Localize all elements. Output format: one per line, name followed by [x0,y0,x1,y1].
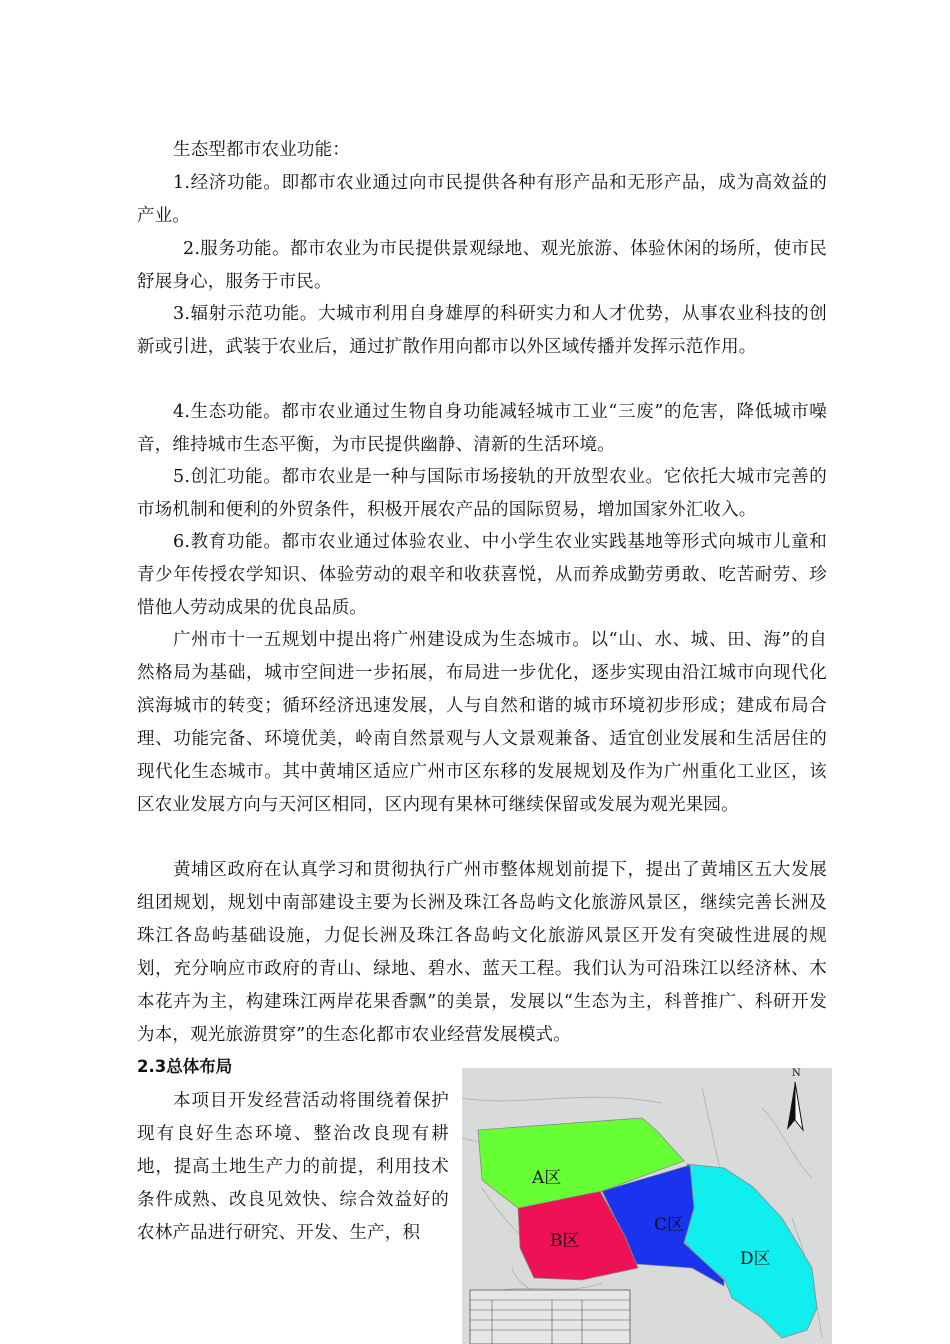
zoning-map [462,1068,832,1344]
title-block [470,1290,630,1344]
zoning-map-drawing [462,1068,832,1344]
paragraph-demonstration: 3.辐射示范功能。大城市利用自身雄厚的科研实力和人才优势，从事农业科技的创新或引进，武装于农业后，通过扩散作用向都市以外区域传播并发挥示范作用。 [137,304,827,357]
paragraph-service: 2.服务功能。都市农业为市民提供景观绿地、观光旅游、体验休闲的场所，使市民舒展身心，服务于市民。 [137,239,827,292]
paragraph-economic: 1.经济功能。即都市农业通过向市民提供各种有形产品和无形产品，成为高效益的产业。 [137,173,827,226]
paragraph-guangzhou-plan: 广州市十一五规划中提出将广州建设成为生态城市。以“山、水、城、田、海”的自然格局为基础，城市空间进一步拓展，布局进一步优化，逐步实现由沿江城市向现代化滨海城市的转变；循环经济迅速发展，人与自然和谐的城市环境初步形成；建成布局合理、功能完备、环境优美，岭南自然景观与人文景观兼备、适宜创业发展和生活居住的现代化生态城市。其中黄埔区适应广州市区东移的发展规划及作为广州重化工业区，该区农业发展方向与天河区相同，区内现有果林可继续保留或发展为观光果园。 [137,630,827,815]
zone-a-label: A区 [532,1168,562,1188]
paragraph-education: 6.教育功能。都市农业通过体验农业、中小学生农业实践基地等形式向城市儿童和青少年传授农学知识、体验劳动的艰辛和收获喜悦，从而养成勤劳勇敢、吃苦耐劳、珍惜他人劳动成果的优良品质。 [137,532,827,618]
north-label: N [792,1068,801,1079]
zone-b-label: B区 [550,1231,580,1251]
paragraph-intro: 生态型都市农业功能： [173,140,350,160]
section-heading: 2.3总体布局 [137,1057,233,1076]
paragraph-ecological: 4.生态功能。都市农业通过生物自身功能减轻城市工业“三废”的危害，降低城市噪音，维持城市生态平衡，为市民提供幽静、清新的生活环境。 [137,402,827,455]
paragraph-project-overview: 本项目开发经营活动将围绕着保护现有良好生态环境、整治改良现有耕地，提高土地生产力的前提，利用技术条件成熟、改良见效快、综合效益好的农林产品进行研究、开发、生产，积 [137,1091,449,1243]
paragraph-huangpu-plan: 黄埔区政府在认真学习和贯彻执行广州市整体规划前提下，提出了黄埔区五大发展组团规划，规划中南部建设主要为长洲及珠江各岛屿文化旅游风景区，继续完善长洲及珠江各岛屿基础设施，力促长洲及珠江各岛屿文化旅游风景区开发有突破性进展的规划，充分响应市政府的青山、绿地、碧水、蓝天工程。我们认为可沿珠江以经济林、木本花卉为主，构建珠江两岸花果香飘”的美景，发展以“生态为主，科普推广、科研开发为本，观光旅游贯穿”的生态化都市农业经营发展模式。 [137,860,827,1045]
paragraph-foreign-exchange: 5.创汇功能。都市农业是一种与国际市场接轨的开放型农业。它依托大城市完善的市场机制和便利的外贸条件，积极开展农产品的国际贸易，增加国家外汇收入。 [137,467,827,520]
zone-d-label: D区 [740,1249,771,1269]
zone-c-label: C区 [654,1215,685,1235]
north-arrow-icon [787,1082,803,1130]
